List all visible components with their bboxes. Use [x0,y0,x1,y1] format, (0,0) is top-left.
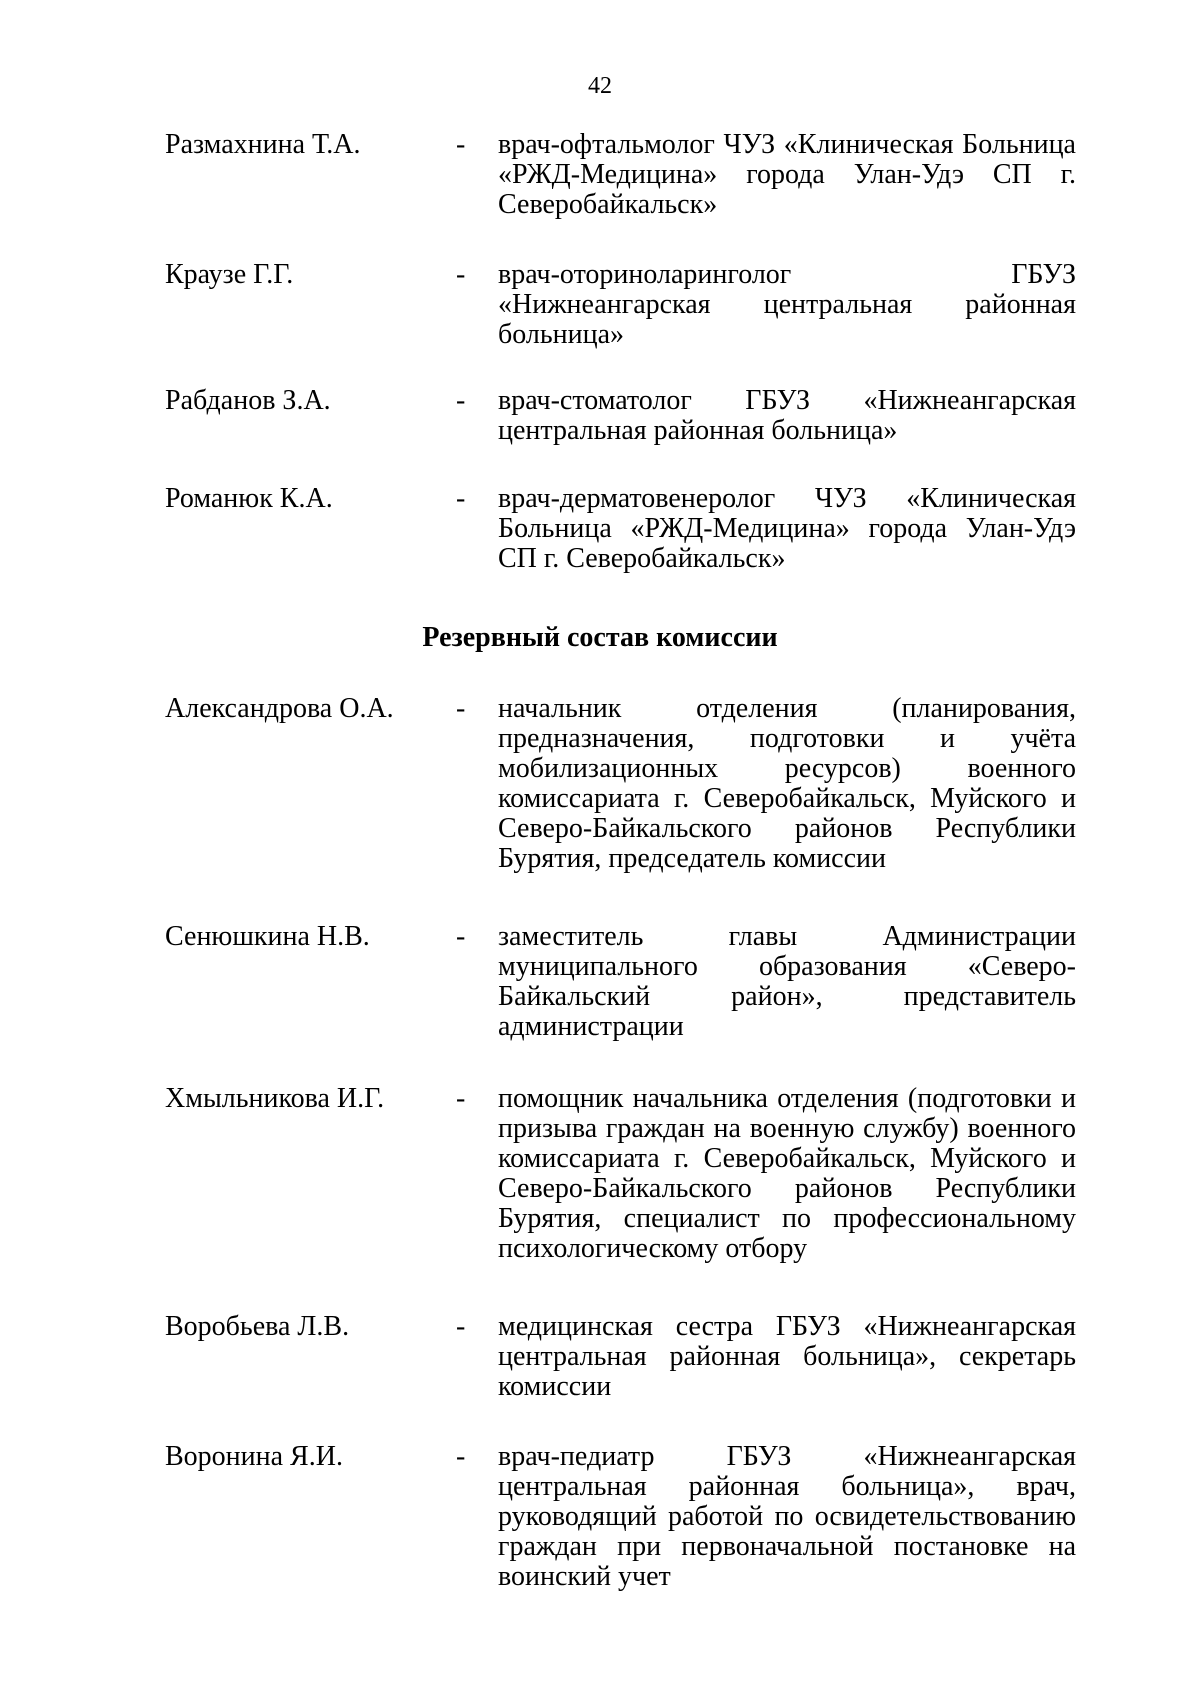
member-dash: - [456,1083,466,1114]
member-name: Размахнина Т.А. [165,129,361,160]
member-name: Сенюшкина Н.В. [165,921,370,952]
member-dash: - [456,385,466,416]
member-name: Краузе Г.Г. [165,259,294,290]
page-number: 42 [588,73,612,99]
member-description: медицинская сестра ГБУЗ «Нижнеангарская центральная районная больница», секретарь комиссии [498,1311,1076,1402]
member-dash: - [456,483,466,514]
member-dash: - [456,1441,466,1472]
member-name: Рабданов З.А. [165,385,331,416]
member-name: Александрова О.А. [165,693,394,724]
member-name: Воронина Я.И. [165,1441,343,1472]
member-name: Романюк К.А. [165,483,333,514]
member-dash: - [456,921,466,952]
member-name: Хмыльникова И.Г. [165,1083,385,1114]
member-dash: - [456,129,466,160]
member-description: начальник отделения (планирования, предназначения, подготовки и учёта мобилизационных ресурсов) военного комиссариата г. Северобайкальск, Муйского и Северо-Байкальского районов Республики Бурятия, председатель комиссии [498,693,1076,874]
member-description: врач-офтальмолог ЧУЗ «Клиническая Больница «РЖД-Медицина» города Улан-Удэ СП г. Северобайкальск» [498,129,1076,220]
member-description: заместитель главы Администрации муниципального образования «Северо-Байкальский район», представитель администрации [498,921,1076,1042]
member-dash: - [456,259,466,290]
member-description: врач-стоматолог ГБУЗ «Нижнеангарская центральная районная больница» [498,385,1076,446]
section-title: Резервный состав комиссии [422,622,778,653]
member-name: Воробьева Л.В. [165,1311,350,1342]
member-description: врач-педиатр ГБУЗ «Нижнеангарская центральная районная больница», врач, руководящий работой по освидетельствованию граждан при первоначальной постановке на воинский учет [498,1441,1076,1592]
member-description: помощник начальника отделения (подготовки и призыва граждан на военную службу) военного комиссариата г. Северобайкальск, Муйского и Северо-Байкальского районов Республики Бурятия, специалист по профессиональному психологическому отбору [498,1083,1076,1264]
member-dash: - [456,693,466,724]
member-description: врач-дерматовенеролог ЧУЗ «Клиническая Больница «РЖД-Медицина» города Улан-Удэ СП г. Северобайкальск» [498,483,1076,574]
member-dash: - [456,1311,466,1342]
member-description: врач-оториноларинголог ГБУЗ «Нижнеангарская центральная районная больница» [498,259,1076,350]
